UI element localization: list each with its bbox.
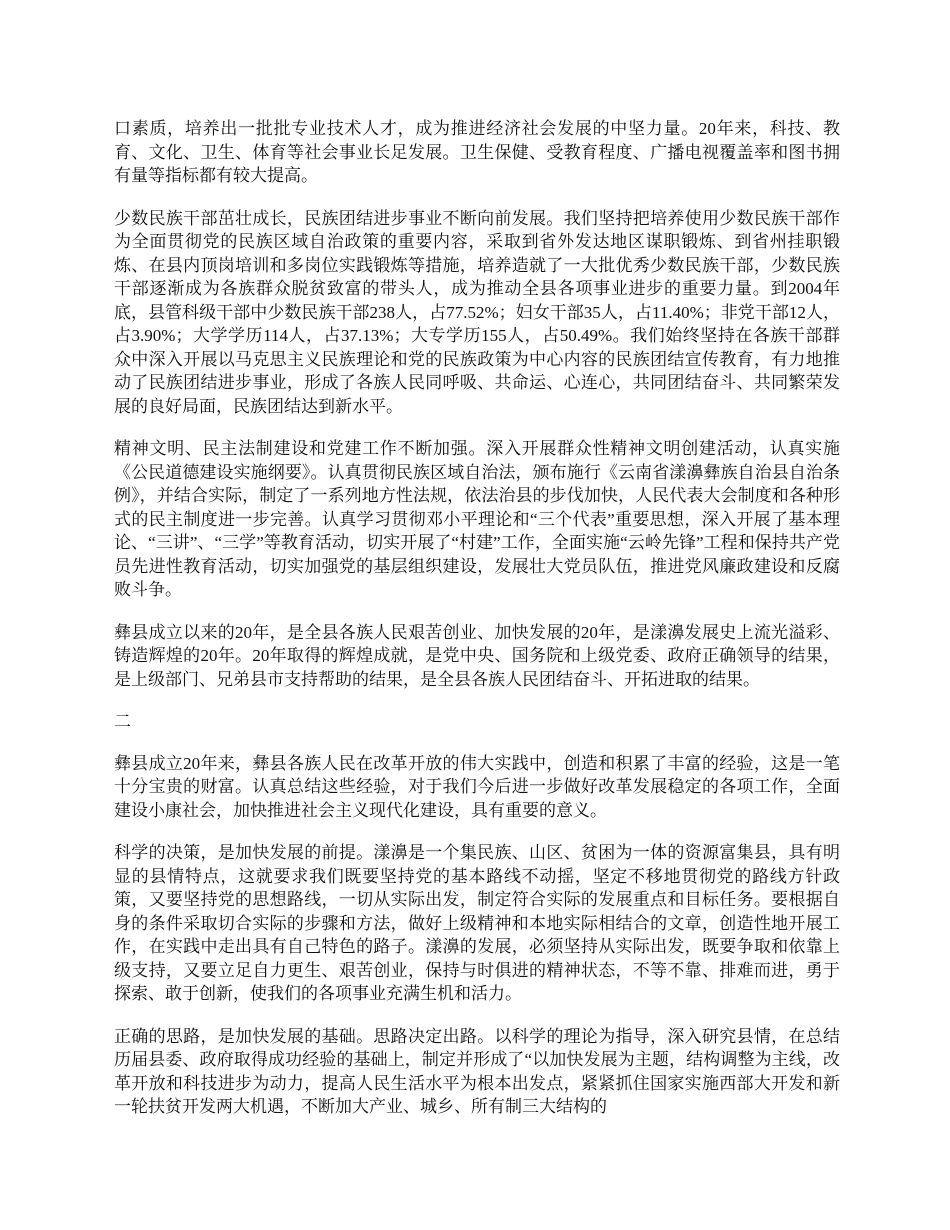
paragraph-minority-cadres: 少数民族干部茁壮成长，民族团结进步事业不断向前发展。我们坚持把培养使用少数民族干部作为全面贯彻党的民族区域自治政策的重要内容，采取到省外发达地区谋职锻炼、到省州挂职锻炼、在县内顶岗培训和多岗位实践锻炼等措施，培养造就了一大批优秀少数民族干部，少数民族干部逐渐成为各族群众脱贫致富的带头人，成为推动全县各项事业进步的重要力量。到2004年底，县管科级干部中少数民族干部238人，占77.52%；妇女干部35人，占11.40%；非党干部12人，占3.90%；大学学历114人，占37.13%；大专学历155人，占50.49%。我们始终坚持在各族干部群众中深入开展以马克思主义民族理论和党的民族政策为中心内容的民族团结宣传教育，有力地推动了民族团结进步事业，形成了各族人民同呼吸、共命运、心连心，共同团结奋斗、共同繁荣发展的良好局面，民族团结达到新水平。	[114, 208, 840, 416]
paragraph-twenty-years-summary: 彝县成立以来的20年，是全县各族人民艰苦创业、加快发展的20年，是漾濞发展史上流光溢彩、铸造辉煌的20年。20年取得的辉煌成就，是党中央、国务院和上级党委、政府正确领导的结果，是上级部门、兄弟县市支持帮助的结果，是全县各族人民团结奋斗、开拓进取的结果。	[114, 622, 840, 689]
paragraph-correct-thinking: 正确的思路，是加快发展的基础。思路决定出路。以科学的理论为指导，深入研究县情，在总结历届县委、政府取得成功经验的基础上，制定并形成了“以加快发展为主题，结构调整为主线，改革开放和科技进步为动力，提高人民生活水平为根本出发点，紧紧抓住国家实施西部大开发和新一轮扶贫开发两大机遇，不断加大产业、城乡、所有制三大结构的	[114, 1026, 840, 1116]
paragraph-education-talent: 口素质，培养出一批批专业技术人才，成为推进经济社会发展的中坚力量。20年来，科技、教育、文化、卫生、体育等社会事业长足发展。卫生保健、受教育程度、广播电视覆盖率和图书拥有量等指标都有较大提高。	[114, 119, 840, 185]
paragraph-spiritual-civilization: 精神文明、民主法制建设和党建工作不断加强。深入开展群众性精神文明创建活动，认真实施《公民道德建设实施纲要》。认真贯彻民族区域自治法，颁布施行《云南省漾濞彝族自治县自治条例》，并结合实际，制定了一系列地方性法规，依法治县的步伐加快，人民代表大会制度和各种形式的民主制度进一步完善。认真学习贯彻邓小平理论和“三个代表”重要思想，深入开展了基本理论、“三讲”、“三学”等教育活动，切实开展了“村建”工作，全面实施“云岭先锋”工程和保持共产党员先进性教育活动，切实加强党的基层组织建设，发展壮大党员队伍，推进党风廉政建设和反腐败斗争。	[114, 439, 840, 599]
section-heading-two: 二	[114, 712, 131, 731]
paragraph-scientific-decision: 科学的决策，是加快发展的前提。漾濞是一个集民族、山区、贫困为一体的资源富集县，具有明显的县情特点，这就要求我们既要坚持党的基本路线不动摇，坚定不移地贯彻党的路线方针政策，又要坚持党的思想路线，一切从实际出发，制定符合实际的发展重点和目标任务。要根据自身的条件采取切合实际的步骤和方法，做好上级精神和本地实际相结合的文章，创造性地开展工作，在实践中走出具有自己特色的路子。漾濞的发展，必须坚持从实际出发，既要争取和依靠上级支持，又要立足自力更生、艰苦创业，保持与时俱进的精神状态，不等不靠、排难而进，勇于探索、敢于创新，使我们的各项事业充满生机和活力。	[114, 843, 840, 1003]
document-body	[114, 117, 840, 1138]
paragraph-experience-intro: 彝县成立20年来，彝县各族人民在改革开放的伟大实践中，创造和积累了丰富的经验，这是一笔十分宝贵的财富。认真总结这些经验，对于我们今后进一步做好改革发展稳定的各项工作，全面建设小康社会，加快推进社会主义现代化建设，具有重要的意义。	[114, 753, 840, 820]
